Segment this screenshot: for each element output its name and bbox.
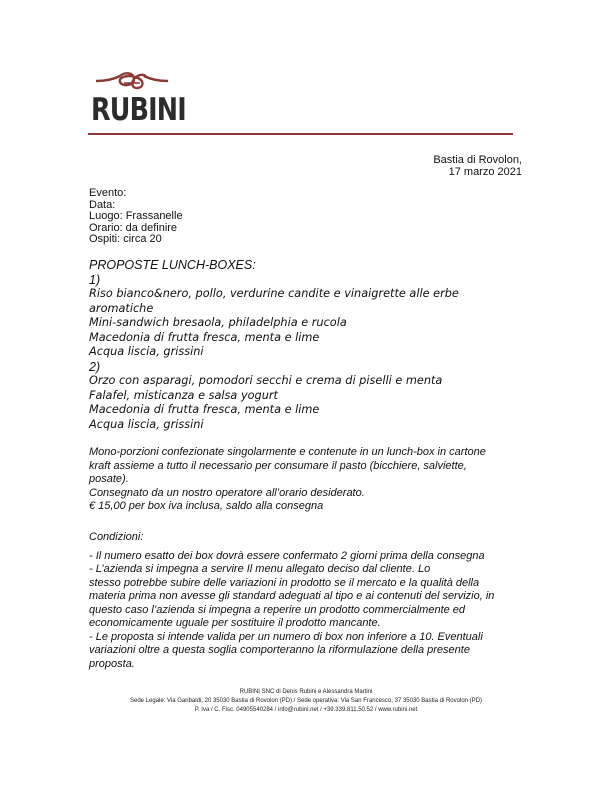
proposals-section [89,258,459,432]
company-footer [0,688,612,714]
option-label: 2) [89,359,101,374]
note-line: Mono-porzioni confezionate singolarmente e contenute in un lunch-box in cartone [89,446,486,458]
condition-line: - Il numero esatto dei box dovrà essere confermato 2 giorni prima della consegna [89,549,485,562]
date: 17 marzo 2021 [448,166,522,178]
condition-line: - L’azienda si impegna a servire Il menu allegato deciso dal cliente. Lo [89,563,431,575]
brand-name: RUBINI [91,92,186,128]
option-label: 1) [89,272,101,287]
conditions-title: Condizioni: [89,531,144,543]
detail-line: Orario: da definire [89,221,178,234]
header-divider [88,133,513,135]
condition-line: economicamente uguale per sostituire il prodotto mancante. [89,617,381,629]
knot-emblem-icon [94,70,170,92]
menu-item: Acqua liscia, grissini [89,345,204,358]
brand-logo [88,70,186,130]
condition-line: variazioni oltre a questa soglia comporteranno la riformulazione della presente [89,644,470,656]
condition-line: - Le proposta si intende valida per un numero di box non inferiore a 10. Eventuali [89,630,483,643]
menu-item: Falafel, misticanza e salsa yogurt [89,388,278,402]
detail-line: Data: [89,198,116,211]
proposals-title: PROPOSTE LUNCH-BOXES: [89,258,256,272]
note-line: kraft assieme a tutto il necessario per consumare il pasto (bicchiere, salviette, [89,459,467,472]
event-details [89,188,183,246]
condition-line: proposta. [89,657,135,670]
detail-line: Evento: [89,187,127,199]
menu-item: Macedonia di frutta fresca, menta e lime [89,330,320,344]
notes-section [89,446,519,514]
conditions-section [89,531,519,671]
place: Bastia di Rovolon, [433,154,522,166]
note-line: posate). [89,473,129,485]
place-date [433,154,522,178]
condition-line: stesso potrebbe subire delle variazioni in prodotto se il mercato e la qualità della [89,576,480,589]
price-line: € 15,00 per box iva inclusa, saldo alla consegna [89,500,324,512]
footer-contacts: P. Iva / C. Fisc. 04905540284 / info@rubini.net / +39.339.811.50.52 / www.rubini.net [194,706,418,713]
menu-item: aromatiche [89,301,154,315]
footer-company: RUBINI SNC di Denis Rubini e Alessandra Martini [239,689,373,695]
detail-line: Luogo: Frassanelle [89,210,183,222]
menu-item: Acqua liscia, grissini [89,417,204,431]
note-line: Consegnato da un nostro operatore all’orario desiderato. [89,486,365,499]
condition-line: materia prima non avesse gli standard adeguati al tipo e ai contenuti del servizio, in [89,590,495,602]
menu-item: Orzo con asparagi, pomodori secchi e crema di piselli e menta [89,374,443,387]
condition-line: questo caso l’azienda si impegna a reperire un prodotto commercialmente ed [89,603,466,616]
menu-item: Riso bianco&nero, pollo, verdurine candite e vinaigrette alle erbe [89,287,459,300]
detail-line: Ospiti: circa 20 [89,233,162,245]
footer-addresses: Sede Legale: Via Garibaldi, 20 35030 Bastia di Rovolon (PD) / Sede operativa: Via San Francesco, 37 35030 Bastia di Rovolon (PD) [130,697,482,704]
menu-item: Mini-sandwich bresaola, philadelphia e rucola [89,316,347,329]
menu-item: Macedonia di frutta fresca, menta e lime [89,403,320,416]
